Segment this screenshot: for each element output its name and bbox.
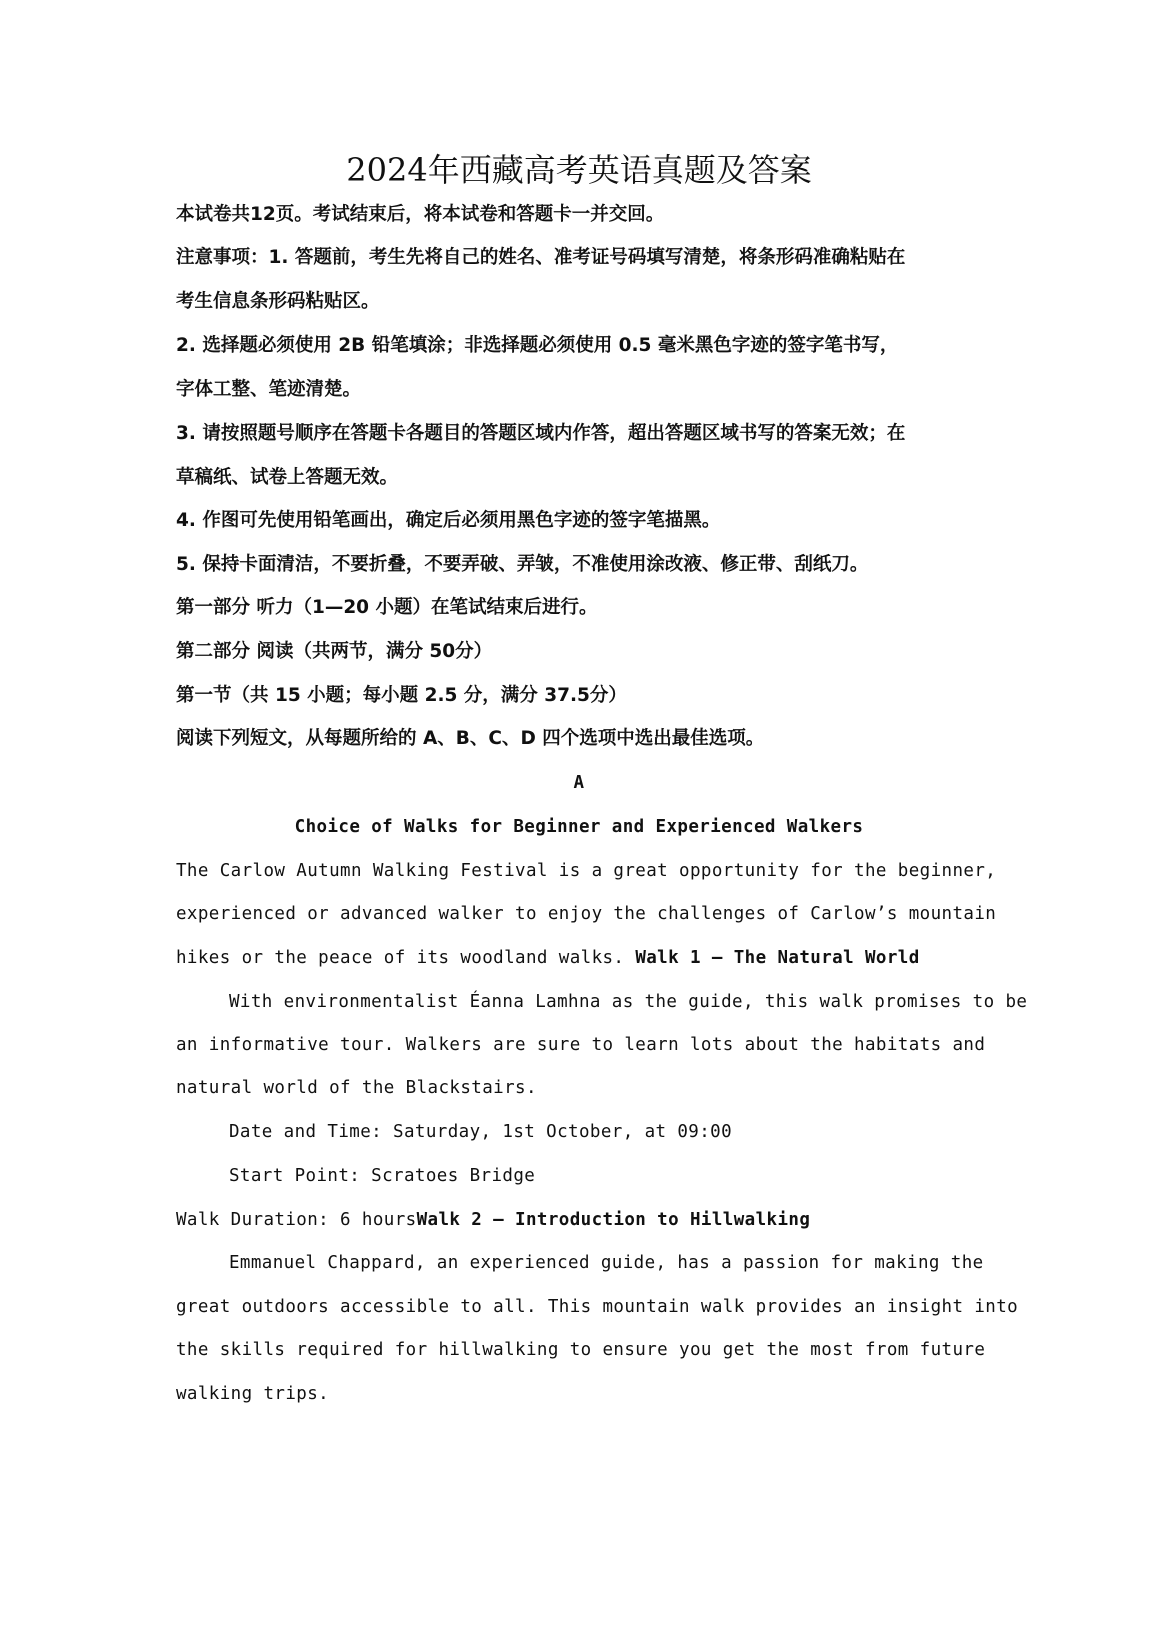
- instruction-line: 3. 请按照题号顺序在答题卡各题目的答题区域内作答，超出答题区域书写的答案无效；在: [176, 423, 906, 444]
- intro-line: The Carlow Autumn Walking Festival is a great opportunity for the beginner,: [176, 861, 997, 881]
- instruction-line: 本试卷共12页。考试结束后，将本试卷和答题卡一并交回。: [176, 204, 665, 225]
- walk-1-body-line: With environmentalist Éanna Lamhna as the guide, this walk promises to be: [229, 992, 1028, 1012]
- instruction-line: 4. 作图可先使用铅笔画出，确定后必须用黑色字迹的签字笔描黑。: [176, 510, 721, 531]
- section-letter: A: [573, 773, 585, 793]
- intro-line: experienced or advanced walker to enjoy the challenges of Carlow’s mountain: [176, 904, 997, 924]
- instruction-line: 字体工整、笔迹清楚。: [176, 379, 362, 400]
- intro-line: [176, 945, 920, 971]
- section-heading: 第二部分 阅读（共两节，满分 50分）: [176, 641, 493, 662]
- walk-1-heading: Walk 1 — The Natural World: [635, 948, 920, 968]
- instruction-line: 注意事项：1. 答题前，考生先将自己的姓名、准考证号码填写清楚，将条形码准确粘贴在: [176, 247, 906, 268]
- walk-2-body-line: walking trips.: [176, 1384, 330, 1404]
- instruction-line: 草稿纸、试卷上答题无效。: [176, 467, 399, 488]
- page-title: 2024年西藏高考英语真题及答案: [346, 151, 812, 189]
- walk-1-date-time: Date and Time: Saturday, 1st October, at 09:00: [229, 1122, 733, 1142]
- walk-2-body-line: the skills required for hillwalking to ensure you get the most from future: [176, 1340, 986, 1360]
- section-heading: 第一部分 听力（1—20 小题）在笔试结束后进行。: [176, 597, 598, 618]
- walk-duration-line: [176, 1207, 810, 1233]
- instruction-line: 2. 选择题必须使用 2B 铅笔填涂；非选择题必须使用 0.5 毫米黑色字迹的签字笔书写，: [176, 335, 899, 356]
- instruction-line: 考生信息条形码粘贴区。: [176, 291, 380, 312]
- intro-text: hikes or the peace of its woodland walks.: [176, 948, 625, 968]
- walk-1-duration: Walk Duration: 6 hours: [176, 1210, 417, 1230]
- reading-directions: 阅读下列短文，从每题所给的 A、B、C、D 四个选项中选出最佳选项。: [176, 728, 765, 749]
- walk-2-heading: Walk 2 — Introduction to Hillwalking: [416, 1210, 811, 1230]
- walk-1-body-line: natural world of the Blackstairs.: [176, 1078, 537, 1098]
- walk-2-body-line: great outdoors accessible to all. This mountain walk provides an insight into: [176, 1297, 1019, 1317]
- walk-2-body-line: Emmanuel Chappard, an experienced guide, has a passion for making the: [229, 1253, 984, 1273]
- walk-1-body-line: an informative tour. Walkers are sure to learn lots about the habitats and: [176, 1035, 986, 1055]
- passage-title: Choice of Walks for Beginner and Experienced Walkers: [294, 817, 864, 837]
- section-heading: 第一节（共 15 小题；每小题 2.5 分，满分 37.5分）: [176, 685, 627, 706]
- walk-1-start-point: Start Point: Scratoes Bridge: [229, 1166, 536, 1186]
- instruction-line: 5. 保持卡面清洁，不要折叠，不要弄破、弄皱，不准使用涂改液、修正带、刮纸刀。: [176, 554, 869, 575]
